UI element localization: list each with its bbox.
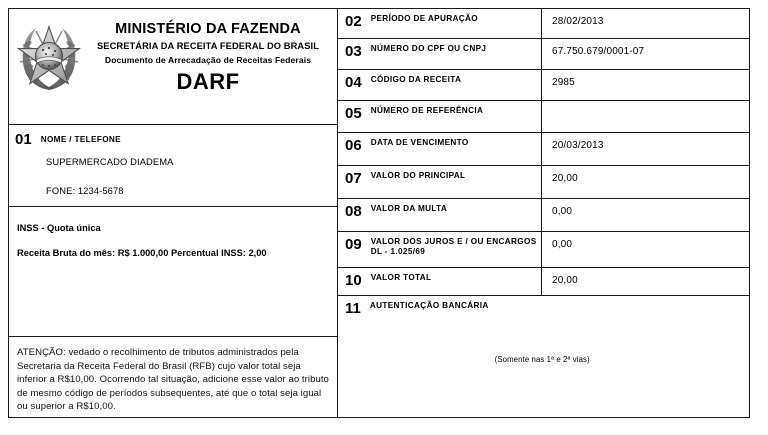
field-03-value[interactable]: 67.750.679/0001-07 (552, 46, 645, 57)
warning-block (9, 337, 337, 417)
field-06-value[interactable]: 20/03/2013 (552, 140, 604, 151)
field-08-value[interactable]: 0,00 (552, 206, 573, 217)
form-name-darf: DARF (176, 68, 240, 94)
field-02-value[interactable]: 28/02/2013 (552, 16, 604, 27)
field-05-label: NÚMERO DE REFERÊNCIA (370, 106, 484, 115)
inss-quota-line: INSS - Quota única (17, 223, 101, 233)
inss-receita-bruta-line: Receita Bruta do mês: R$ 1.000,00 Percentual INSS: 2,00 (17, 248, 267, 258)
field-08-label: VALOR DA MULTA (370, 204, 448, 213)
warning-text: ATENÇÃO: vedado o recolhimento de tributos administrados pela Secretaria da Receita Federal do Brasil (RFB) cujo valor total seja inferior a R$10,00. Ocorrendo tal situação, adicione esse valor ao tributo de mesmo código de períodos subsequentes, até que o total seja igual ou superior a R$10,00. (17, 347, 329, 413)
field-03-number: 03 (345, 43, 362, 60)
form-header (9, 9, 337, 125)
field-07-label-cell (338, 166, 542, 198)
right-column (338, 9, 749, 417)
field-10-label: VALOR TOTAL (370, 273, 432, 282)
inss-details-block (9, 207, 337, 337)
field-08-label-cell (338, 199, 542, 231)
left-column (9, 9, 338, 417)
field-10-value[interactable]: 20,00 (552, 275, 578, 286)
field-06-label: DATA DE VENCIMENTO (370, 138, 469, 147)
field-07-number: 07 (345, 170, 362, 187)
field-02-label-cell (338, 9, 542, 38)
field-row-10 (338, 268, 749, 296)
darf-form (8, 8, 750, 418)
field-10-number: 10 (345, 272, 362, 289)
field-02-label: PERÍODO DE APURAÇÃO (370, 14, 479, 23)
brazil-coat-of-arms-icon (15, 17, 83, 103)
field-row-08 (338, 199, 749, 232)
field-05-value[interactable] (542, 101, 749, 132)
field-01-label: NOME / TELEFONE (40, 134, 121, 144)
field-04-label-cell (338, 70, 542, 100)
field-05-label-cell (338, 101, 542, 132)
document-subtitle: Documento de Arrecadação de Receitas Federais (104, 54, 312, 65)
field-07-value[interactable]: 20,00 (552, 173, 578, 184)
field-01-number: 01 (15, 131, 32, 149)
field-11-note: (Somente nas 1ª e 2ª vias) (494, 354, 590, 364)
field-row-05 (338, 101, 749, 133)
field-11-label: AUTENTICAÇÃO BANCÁRIA (369, 301, 489, 310)
field-11-number: 11 (345, 300, 361, 317)
field-01-nome-telefone (9, 125, 337, 207)
field-row-09 (338, 232, 749, 268)
field-01-name-value: SUPERMERCADO DIADEMA (46, 156, 174, 167)
field-09-label: VALOR DOS JUROS E / OU ENCARGOS DL - 1.025/69 (370, 237, 537, 257)
field-03-label-cell (338, 39, 542, 69)
field-06-label-cell (338, 133, 542, 165)
field-10-label-cell (338, 268, 542, 295)
field-row-03 (338, 39, 749, 70)
secretary-title: SECRETÁRIA DA RECEITA FEDERAL DO BRASIL (96, 40, 320, 51)
field-03-label: NÚMERO DO CPF OU CNPJ (370, 44, 487, 53)
field-09-label-cell (338, 232, 542, 267)
field-07-label: VALOR DO PRINCIPAL (370, 171, 466, 180)
field-02-number: 02 (345, 13, 362, 30)
field-09-value[interactable]: 0,00 (552, 239, 573, 250)
field-06-number: 06 (345, 137, 362, 154)
field-row-07 (338, 166, 749, 199)
field-row-02 (338, 9, 749, 39)
field-05-number: 05 (345, 105, 362, 122)
ministry-title: MINISTÉRIO DA FAZENDA (115, 21, 301, 37)
field-01-phone-value: FONE: 1234-5678 (46, 185, 124, 196)
field-08-number: 08 (345, 203, 362, 220)
field-04-value[interactable]: 2985 (552, 77, 575, 88)
field-04-number: 04 (345, 74, 362, 91)
field-row-06 (338, 133, 749, 166)
field-09-number: 09 (345, 236, 362, 253)
field-row-04 (338, 70, 749, 101)
field-11-autenticacao-bancaria (338, 296, 749, 417)
field-04-label: CÓDIGO DA RECEITA (370, 75, 462, 84)
